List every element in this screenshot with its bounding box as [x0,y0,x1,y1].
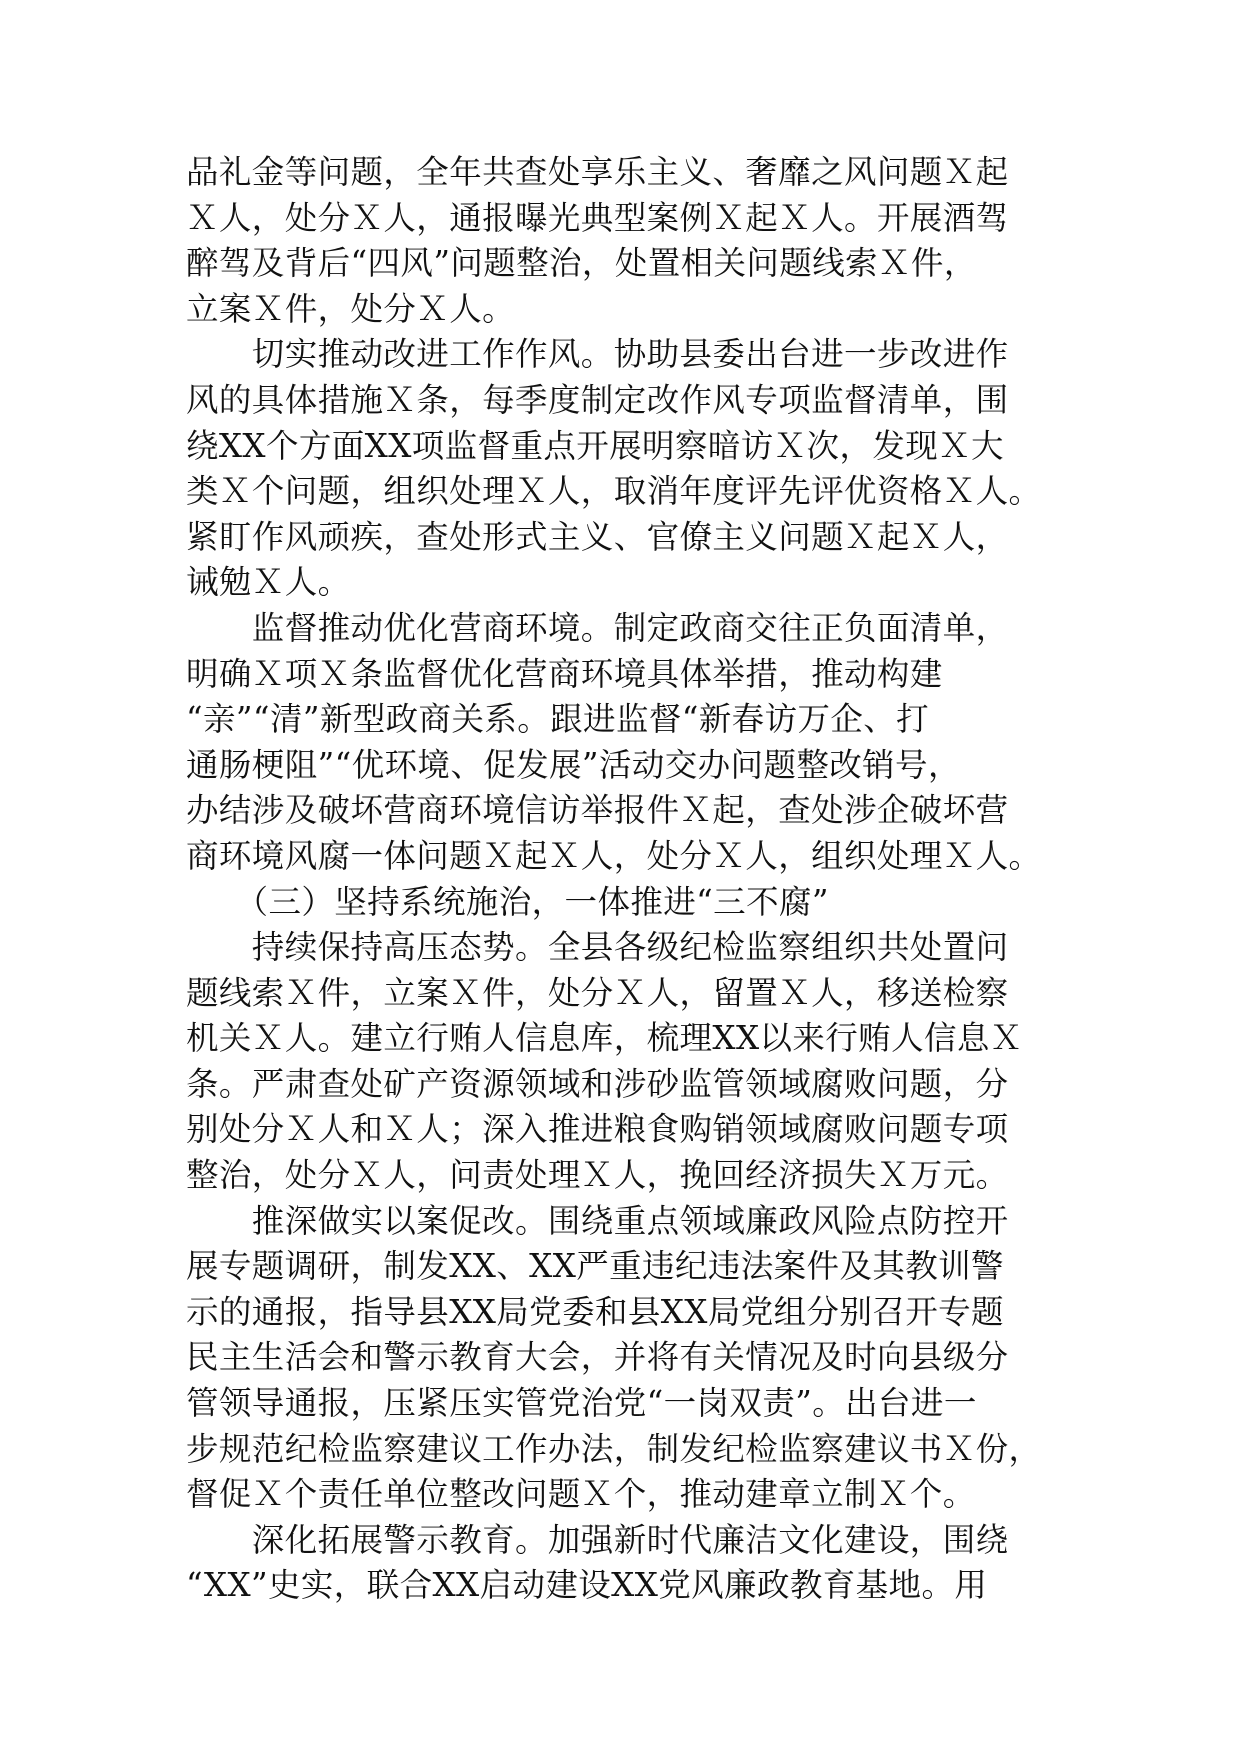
text-line: 商环境风腐一体问题Ｘ起Ｘ人，处分Ｘ人，组织处理Ｘ人。 [186,836,1042,875]
document-body [186,150,1086,1609]
text-line: “亲”“清”新型政商关系。跟进监督“新春访万企、打 [186,700,930,739]
text-line: 展专题调研，制发XX、XX严重违纪违法案件及其教训警 [186,1247,1004,1286]
text-line: 条。严肃查处矿产资源领域和涉砂监管领域腐败问题，分 [186,1064,1009,1103]
text-line: 深化拓展警示教育。加强新时代廉洁文化建设，围绕 [186,1520,1009,1559]
text-line: 整治，处分Ｘ人，问责处理Ｘ人，挽回经济损失Ｘ万元。 [186,1156,1009,1195]
text-line: 风的具体措施Ｘ条，每季度制定改作风专项监督清单，围 [186,380,1009,419]
text-line: 步规范纪检监察建议工作办法，制发纪检监察建议书Ｘ份， [186,1429,1042,1468]
text-line: “XX”史实，联合XX启动建设XX党风廉政教育基地。用 [186,1566,988,1605]
text-line: 管领导通报，压紧压实管党治党“一岗双责”。出台进一 [186,1384,977,1423]
text-line: 监督推动优化营商环境。制定政商交往正负面清单， [186,608,1009,647]
text-line: 类Ｘ个问题，组织处理Ｘ人，取消年度评先评优资格Ｘ人。 [186,472,1042,511]
text-line: 题线索Ｘ件，立案Ｘ件，处分Ｘ人，留置Ｘ人，移送检察 [186,973,1009,1012]
text-line: 推深做实以案促改。围绕重点领域廉政风险点防控开 [186,1201,1009,1240]
text-line: 示的通报，指导县XX局党委和县XX局党组分别召开专题 [186,1292,1004,1331]
text-line: 别处分Ｘ人和Ｘ人；深入推进粮食购销领域腐败问题专项 [186,1110,1009,1149]
text-line: （三）坚持系统施治，一体推进“三不腐” [186,882,829,921]
text-line: 紧盯作风顽疾，查处形式主义、官僚主义问题Ｘ起Ｘ人， [186,517,1009,556]
text-line: 醉驾及背后“四风”问题整治，处置相关问题线索Ｘ件， [186,244,977,283]
text-line: 通肠梗阻”“优环境、促发展”活动交办问题整改销号， [186,745,961,784]
text-line: 品礼金等问题，全年共查处享乐主义、奢靡之风问题Ｘ起 [186,153,1009,191]
text-line: Ｘ人，处分Ｘ人，通报曝光典型案例Ｘ起Ｘ人。开展酒驾 [186,198,1009,237]
text-line: 督促Ｘ个责任单位整改问题Ｘ个，推动建章立制Ｘ个。 [186,1475,976,1514]
text-line: 民主生活会和警示教育大会，并将有关情况及时向县级分 [186,1338,1009,1377]
text-line: 立案Ｘ件，处分Ｘ人。 [186,289,516,328]
text-line: 持续保持高压态势。全县各级纪检监察组织共处置问 [186,928,1009,967]
text-line: 诫勉Ｘ人。 [186,563,351,602]
text-line: 明确Ｘ项Ｘ条监督优化营商环境具体举措，推动构建 [186,654,943,693]
text-line: 机关Ｘ人。建立行贿人信息库，梳理XX以来行贿人信息Ｘ [186,1019,1023,1058]
text-line: 切实推动改进工作作风。协助县委出台进一步改进作 [186,335,1009,374]
text-line: 绕XX个方面XX项监督重点开展明察暗访Ｘ次，发现Ｘ大 [186,426,1004,465]
text-line: 办结涉及破坏营商环境信访举报件Ｘ起，查处涉企破坏营 [186,791,1009,830]
